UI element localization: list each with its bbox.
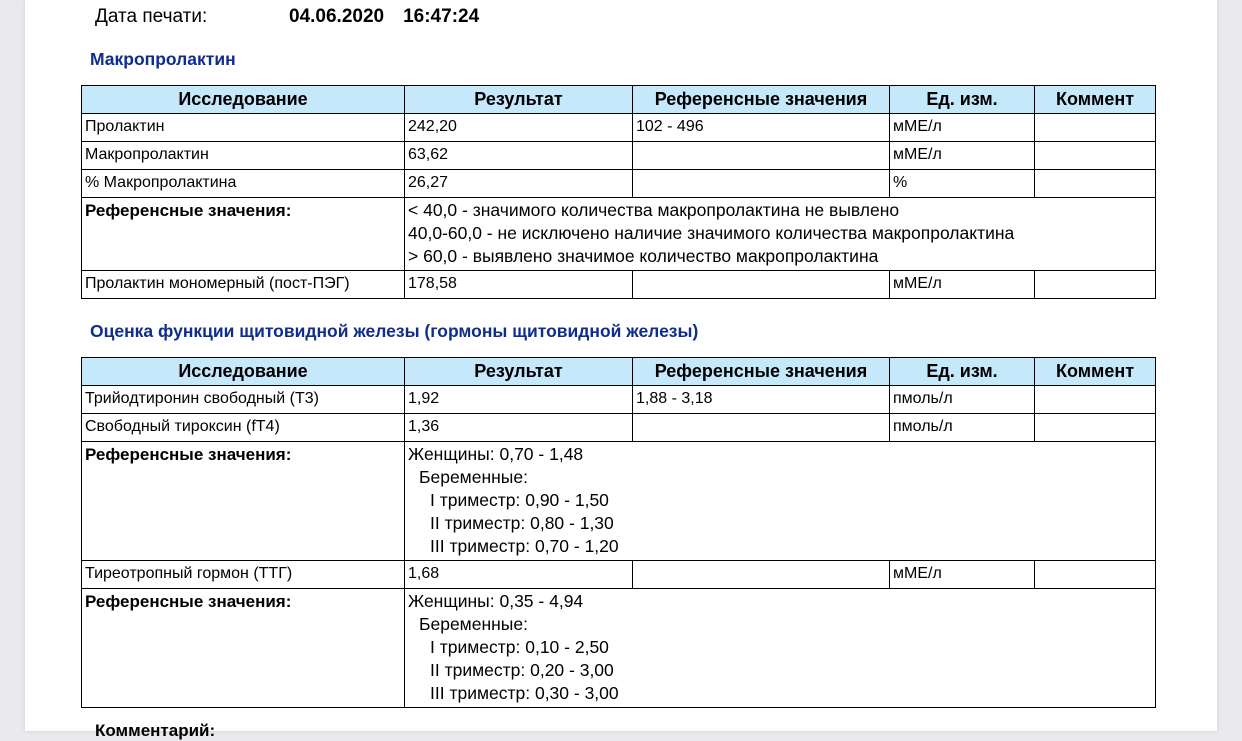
print-date-label: Дата печати: [95, 6, 208, 27]
reference-note-label: Референсные значения: [82, 198, 405, 271]
cell-reference: 1,88 - 3,18 [633, 386, 890, 414]
reference-note-line: I триместр: 0,10 - 2,50 [430, 637, 609, 657]
cell-result: 1,92 [405, 386, 633, 414]
cell-test: Макропролактин [82, 142, 405, 170]
macroprolactin-table [81, 85, 1156, 299]
reference-note-line: III триместр: 0,30 - 3,00 [430, 683, 619, 703]
cell-reference [633, 414, 890, 442]
table-header-row [82, 358, 1156, 386]
col-header-unit: Ед. изм. [890, 86, 1035, 114]
table-row [82, 170, 1156, 198]
cell-result: 63,62 [405, 142, 633, 170]
cell-comment [1035, 561, 1156, 589]
reference-note-line: < 40,0 - значимого количества макропролактина не вывлено [408, 200, 900, 220]
cell-unit: мМЕ/л [890, 271, 1035, 299]
cell-test: Пролактин мономерный (пост-ПЭГ) [82, 271, 405, 299]
cell-unit: пмоль/л [890, 386, 1035, 414]
table-header-row [82, 86, 1156, 114]
cell-comment [1035, 386, 1156, 414]
cell-unit: мМЕ/л [890, 142, 1035, 170]
reference-note-text [405, 589, 1156, 708]
cell-unit: % [890, 170, 1035, 198]
cell-result: 178,58 [405, 271, 633, 299]
comment-label-cut: Комментарий: [95, 721, 216, 740]
table-row [82, 561, 1156, 589]
cell-test: Трийодтиронин свободный (Т3) [82, 386, 405, 414]
cell-comment [1035, 114, 1156, 142]
reference-note-text [405, 442, 1156, 561]
cell-test: % Макропролактина [82, 170, 405, 198]
reference-note-row [82, 442, 1156, 561]
section-title-thyroid: Оценка функции щитовидной железы (гормоны щитовидной железы) [90, 321, 699, 341]
reference-note-line: Женщины: 0,35 - 4,94 [408, 591, 584, 611]
reference-note-line: III триместр: 0,70 - 1,20 [430, 536, 619, 556]
thyroid-table [81, 357, 1156, 708]
cell-comment [1035, 170, 1156, 198]
table-row [82, 414, 1156, 442]
cell-result: 242,20 [405, 114, 633, 142]
reference-note-line: > 60,0 - выявлено значимое количество макропролактина [408, 246, 879, 266]
reference-note-line: Женщины: 0,70 - 1,48 [408, 444, 584, 464]
table-row [82, 142, 1156, 170]
cell-comment [1035, 142, 1156, 170]
col-header-reference: Референсные значения [633, 358, 890, 386]
col-header-test: Исследование [82, 86, 405, 114]
col-header-unit: Ед. изм. [890, 358, 1035, 386]
reference-note-line: Беременные: [419, 614, 528, 634]
cell-test: Пролактин [82, 114, 405, 142]
col-header-comment: Коммент [1035, 86, 1156, 114]
col-header-result: Результат [405, 358, 633, 386]
cell-unit: мМЕ/л [890, 561, 1035, 589]
reference-note-label: Референсные значения: [82, 589, 405, 708]
reference-note-row [82, 589, 1156, 708]
reference-note-label: Референсные значения: [82, 442, 405, 561]
cell-result: 1,68 [405, 561, 633, 589]
table-row [82, 114, 1156, 142]
reference-note-line: II триместр: 0,80 - 1,30 [430, 513, 614, 533]
cell-comment [1035, 271, 1156, 299]
reference-note-line: 40,0-60,0 - не исключено наличие значимого количества макропролактина [408, 223, 1015, 243]
cell-comment [1035, 414, 1156, 442]
report-page [25, 0, 1217, 740]
cell-test: Тиреотропный гормон (ТТГ) [82, 561, 405, 589]
cell-reference [633, 271, 890, 299]
reference-note-row [82, 198, 1156, 271]
reference-note-text [405, 198, 1156, 271]
col-header-reference: Референсные значения [633, 86, 890, 114]
col-header-result: Результат [405, 86, 633, 114]
cell-reference: 102 - 496 [633, 114, 890, 142]
cell-result: 26,27 [405, 170, 633, 198]
reference-note-line: I триместр: 0,90 - 1,50 [430, 490, 609, 510]
print-date-value: 04.06.2020 [289, 6, 385, 27]
print-date-line [95, 6, 479, 28]
col-header-test: Исследование [82, 358, 405, 386]
table-row [82, 386, 1156, 414]
cell-reference [633, 170, 890, 198]
table-row [82, 271, 1156, 299]
section-title-macroprolactin: Макропролактин [90, 49, 236, 69]
cell-unit: пмоль/л [890, 414, 1035, 442]
cell-reference [633, 561, 890, 589]
reference-note-line: Беременные: [419, 467, 528, 487]
col-header-comment: Коммент [1035, 358, 1156, 386]
cell-result: 1,36 [405, 414, 633, 442]
cell-reference [633, 142, 890, 170]
cell-test: Свободный тироксин (fT4) [82, 414, 405, 442]
cell-unit: мМЕ/л [890, 114, 1035, 142]
print-time-value: 16:47:24 [403, 6, 480, 27]
reference-note-line: II триместр: 0,20 - 3,00 [430, 660, 614, 680]
